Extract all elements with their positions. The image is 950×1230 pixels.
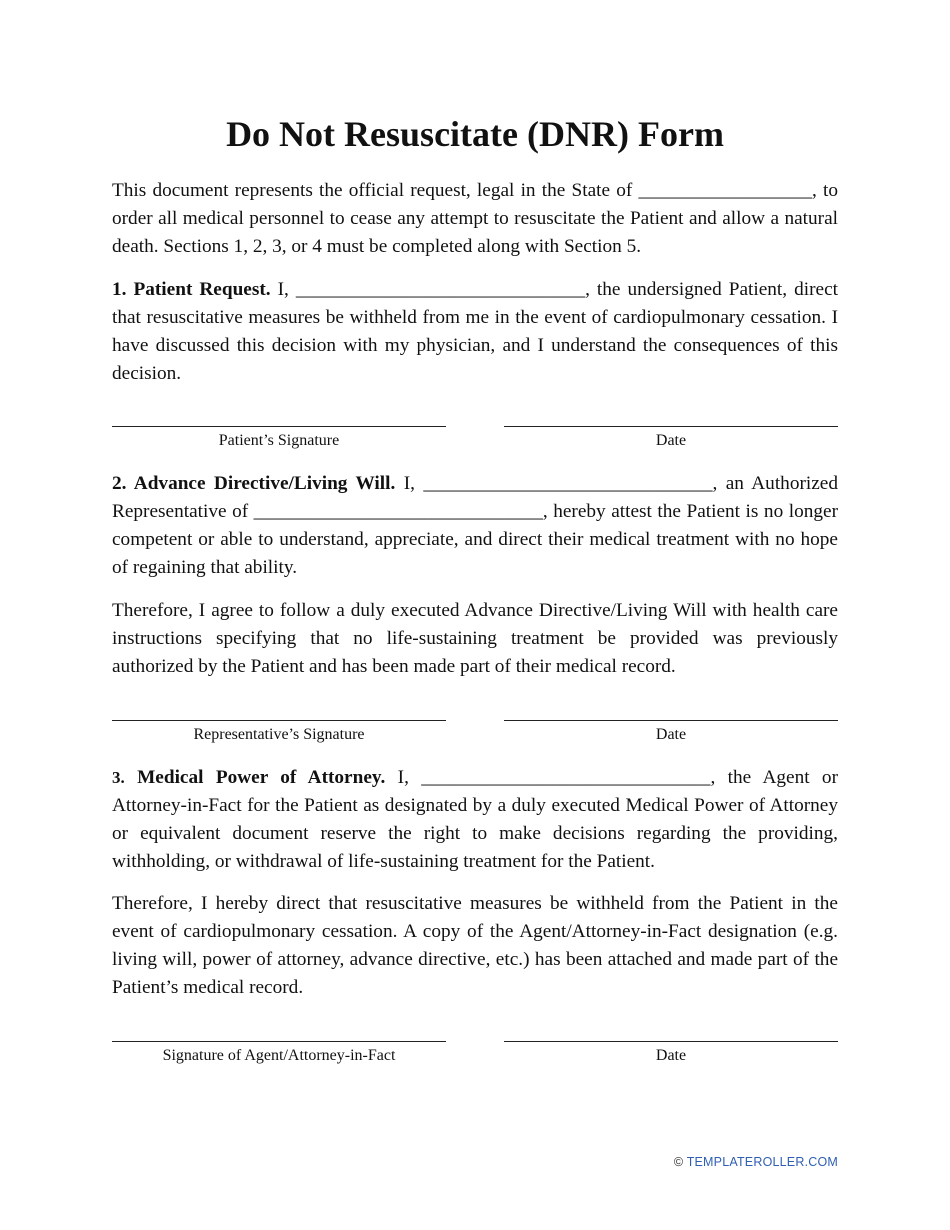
copyright-symbol: © bbox=[673, 1155, 684, 1169]
agent-signature-line[interactable] bbox=[112, 1041, 446, 1042]
section-2-text: I, ______________________________, an Authorized Representative of ______________________________, hereby attest the Patient is no longer competent or able to understand, appreciate, and direct their medical treatment with no hope of regaining that ability. bbox=[112, 473, 838, 578]
section-1-heading: 1. Patient Request. bbox=[112, 279, 271, 300]
section-2-paragraph-2: Therefore, I agree to follow a duly executed Advance Directive/Living Will with health care instructions specifying that no life-sustaining treatment be provided was previously authorized by the Patient and has been made part of their medical record. bbox=[112, 600, 838, 677]
patient-signature-line[interactable] bbox=[112, 426, 446, 427]
patient-date-line[interactable] bbox=[504, 426, 838, 427]
section-2-paragraph bbox=[112, 470, 838, 582]
representative-signature-label: Representative’s Signature bbox=[193, 726, 365, 743]
section-1-signature-row bbox=[112, 426, 838, 466]
representative-date-block bbox=[504, 720, 838, 745]
intro-paragraph: This document represents the official request, legal in the State of __________________, to order all medical personnel to cease any attempt to resuscitate the Patient and allow a natural death. Sections 1, 2, 3, or 4 must be completed along with Section 5. bbox=[112, 180, 838, 257]
section-3-paragraph bbox=[112, 764, 838, 876]
section-2-signature-row bbox=[112, 720, 838, 760]
representative-date-line[interactable] bbox=[504, 720, 838, 721]
patient-date-block bbox=[504, 426, 838, 451]
agent-date-line[interactable] bbox=[504, 1041, 838, 1042]
section-2-heading: 2. Advance Directive/Living Will. bbox=[112, 473, 396, 494]
agent-signature-block bbox=[112, 1041, 446, 1066]
agent-date-block bbox=[504, 1041, 838, 1066]
document-title: Do Not Resuscitate (DNR) Form bbox=[226, 114, 724, 154]
section-3-number: 3. bbox=[112, 768, 125, 787]
footer-credit bbox=[674, 1155, 838, 1169]
section-3-text: I, ______________________________, the Agent or Attorney-in-Fact for the Patient as designated by a duly executed Medical Power of Attorney or equivalent document reserve the right to make decisions regarding the providing, withholding, or withdrawal of life-sustaining treatment for the Patient. bbox=[112, 767, 838, 872]
section-3-heading: Medical Power of Attorney. bbox=[124, 767, 386, 788]
representative-date-label: Date bbox=[655, 726, 687, 743]
patient-signature-block bbox=[112, 426, 446, 451]
patient-date-label: Date bbox=[655, 432, 687, 449]
templateroller-link[interactable]: TEMPLATEROLLER.COM bbox=[686, 1155, 838, 1169]
section-1-paragraph bbox=[112, 276, 838, 388]
representative-signature-block bbox=[112, 720, 446, 745]
section-3-paragraph-2: Therefore, I hereby direct that resuscitative measures be withheld from the Patient in the event of cardiopulmonary cessation. A copy of the Agent/Attorney-in-Fact designation (e.g. living will, power of attorney, advance directive, etc.) has been attached and made part of the Patient’s medical record. bbox=[112, 893, 838, 998]
agent-date-label: Date bbox=[655, 1047, 687, 1064]
section-1-text: I, ______________________________, the undersigned Patient, direct that resuscitative measures be withheld from me in the event of cardiopulmonary cessation. I have discussed this decision with my physician, and I understand the consequences of this decision. bbox=[112, 279, 838, 384]
patient-signature-label: Patient’s Signature bbox=[218, 432, 340, 449]
representative-signature-line[interactable] bbox=[112, 720, 446, 721]
agent-signature-label: Signature of Agent/Attorney-in-Fact bbox=[162, 1047, 396, 1064]
section-3-signature-row bbox=[112, 1041, 838, 1081]
